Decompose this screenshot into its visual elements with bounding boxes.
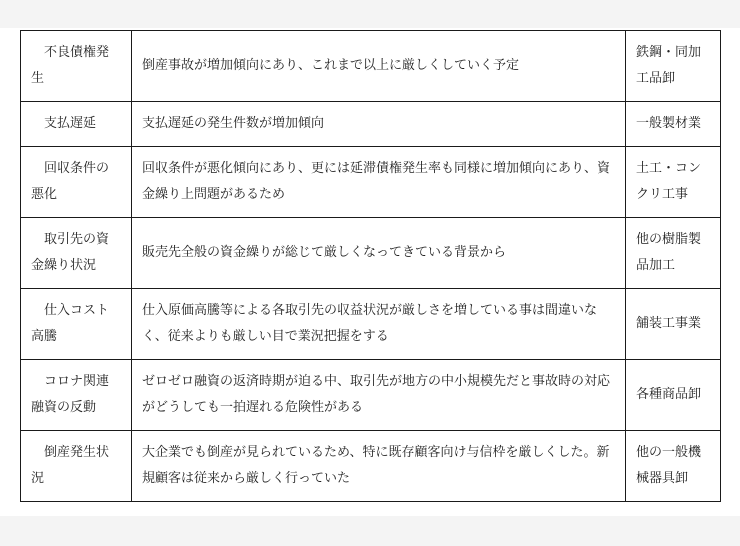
category-cell: コロナ関連融資の反動: [21, 360, 132, 431]
table-row: [21, 31, 721, 102]
industry-cell: 舗装工事業: [626, 289, 721, 360]
description-cell: ゼロゼロ融資の返済時期が迫る中、取引先が地方の中小規模先だと事故時の対応がどうしても一拍遅れる危険性がある: [132, 360, 626, 431]
table-row: [21, 289, 721, 360]
industry-cell: 他の樹脂製品加工: [626, 218, 721, 289]
bottom-margin: [0, 516, 740, 546]
table-row: [21, 147, 721, 218]
category-cell: 倒産発生状況: [21, 431, 132, 502]
industry-cell: 各種商品卸: [626, 360, 721, 431]
description-cell: 倒産事故が増加傾向にあり、これまで以上に厳しくしていく予定: [132, 31, 626, 102]
table-row: [21, 360, 721, 431]
industry-cell: 他の一般機械器具卸: [626, 431, 721, 502]
description-cell: 仕入原価高騰等による各取引先の収益状況が厳しさを増している事は間違いなく、従来よりも厳しい目で業況把握をする: [132, 289, 626, 360]
document-page: [0, 28, 740, 516]
industry-cell: 土工・コンクリ工事: [626, 147, 721, 218]
description-cell: 販売先全般の資金繰りが総じて厳しくなってきている背景から: [132, 218, 626, 289]
table-row: [21, 218, 721, 289]
description-cell: 支払遅延の発生件数が増加傾向: [132, 102, 626, 147]
description-cell: 大企業でも倒産が見られているため、特に既存顧客向け与信枠を厳しくした。新規顧客は従来から厳しく行っていた: [132, 431, 626, 502]
category-cell: 不良債権発生: [21, 31, 132, 102]
industry-cell: 一般製材業: [626, 102, 721, 147]
category-cell: 支払遅延: [21, 102, 132, 147]
category-cell: 回収条件の悪化: [21, 147, 132, 218]
credit-risk-table: [20, 30, 721, 502]
description-cell: 回収条件が悪化傾向にあり、更には延滞債権発生率も同様に増加傾向にあり、資金繰り上問題があるため: [132, 147, 626, 218]
category-cell: 仕入コスト高騰: [21, 289, 132, 360]
industry-cell: 鉄鋼・同加工品卸: [626, 31, 721, 102]
category-cell: 取引先の資金繰り状況: [21, 218, 132, 289]
table-row: [21, 102, 721, 147]
table-row: [21, 431, 721, 502]
